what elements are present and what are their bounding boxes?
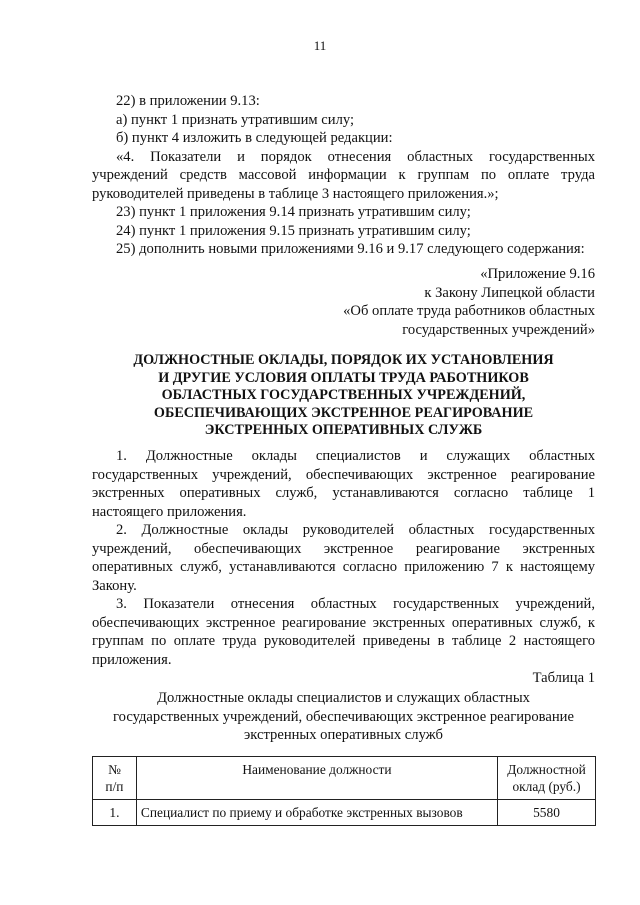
appendix-header-line: «Об оплате труда работников областных xyxy=(343,303,595,319)
caption-line: государственных учреждений, обеспечивающих экстренное реагирование xyxy=(113,708,574,725)
amendment-22: 22) в приложении 9.13: xyxy=(116,93,260,109)
caption-line: Должностные оклады специалистов и служащих областных xyxy=(157,690,530,706)
header-number xyxy=(93,757,137,800)
appendix-header-line: к Закону Липецкой области xyxy=(424,284,595,301)
row-position: Специалист по приему и обработке экстренных вызовов xyxy=(136,800,497,826)
header-position xyxy=(136,757,497,800)
amendments-block xyxy=(92,92,595,259)
clauses-block xyxy=(92,447,595,688)
amendment-24: 24) пункт 1 приложения 9.15 признать утратившим силу; xyxy=(116,222,471,239)
header-position-label: Наименование должности xyxy=(242,762,392,777)
title-line: ОБЛАСТНЫХ ГОСУДАРСТВЕННЫХ УЧРЕЖДЕНИЙ, xyxy=(161,387,526,404)
table-caption xyxy=(92,689,595,745)
appendix-header-line: государственных учреждений» xyxy=(402,321,595,338)
amendment-22-a: а) пункт 1 признать утратившим силу; xyxy=(116,111,355,128)
table-label: Таблица 1 xyxy=(532,670,595,686)
document-title xyxy=(92,352,595,440)
amendment-25: 25) дополнить новыми приложениями 9.16 и 9.17 следующего содержания: xyxy=(116,241,585,257)
header-number-line1: № xyxy=(108,762,121,777)
clause-2: 2. Должностные оклады руководителей областных государственных учреждений, обеспечивающих экстренное реагирование экстренных оперативных служб, устанавливаются согласно приложению 7 к настоящему Закону. xyxy=(92,522,595,594)
amendment-22-b: б) пункт 4 изложить в следующей редакции: xyxy=(116,130,393,146)
clause-3: 3. Показатели отнесения областных государственных учреждений, обеспечивающих экстренное реагирование экстренных оперативных служб, к группам по оплате труда руководителей приведены в таблице 2 настоящего приложения. xyxy=(92,596,595,668)
row-salary: 5580 xyxy=(498,800,596,826)
amendment-23: 23) пункт 1 приложения 9.14 признать утратившим силу; xyxy=(116,204,471,220)
title-line: И ДРУГИЕ УСЛОВИЯ ОПЛАТЫ ТРУДА РАБОТНИКОВ xyxy=(158,369,529,386)
header-salary xyxy=(498,757,596,800)
caption-line: экстренных оперативных служб xyxy=(244,727,443,743)
page-number: 11 xyxy=(313,38,327,53)
header-salary-line1: Должностной xyxy=(507,762,586,777)
title-line: ЭКСТРЕННЫХ ОПЕРАТИВНЫХ СЛУЖБ xyxy=(204,422,483,439)
amendment-22-b-text: «4. Показатели и порядок отнесения областных государственных учреждений средств массовой информации к группам по оплате труда руководителей приведены в таблице 3 настоящего приложения.»; xyxy=(92,148,595,202)
appendix-header xyxy=(92,265,595,339)
table-row xyxy=(93,800,596,826)
table-header-row xyxy=(93,757,596,800)
clause-1: 1. Должностные оклады специалистов и служащих областных государственных учреждений, обеспечивающих экстренное реагирование экстренных оперативных служб, устанавливаются согласно таблице 1 настоящего приложения. xyxy=(92,448,595,520)
header-salary-line2: оклад (руб.) xyxy=(512,779,581,794)
appendix-header-line: «Приложение 9.16 xyxy=(480,266,595,282)
row-number: 1. xyxy=(93,800,137,826)
title-line: ДОЛЖНОСТНЫЕ ОКЛАДЫ, ПОРЯДОК ИХ УСТАНОВЛЕНИЯ xyxy=(133,352,554,368)
salary-table xyxy=(92,756,596,826)
title-line: ОБЕСПЕЧИВАЮЩИХ ЭКСТРЕННОЕ РЕАГИРОВАНИЕ xyxy=(153,404,534,421)
header-number-line2: п/п xyxy=(105,779,124,794)
